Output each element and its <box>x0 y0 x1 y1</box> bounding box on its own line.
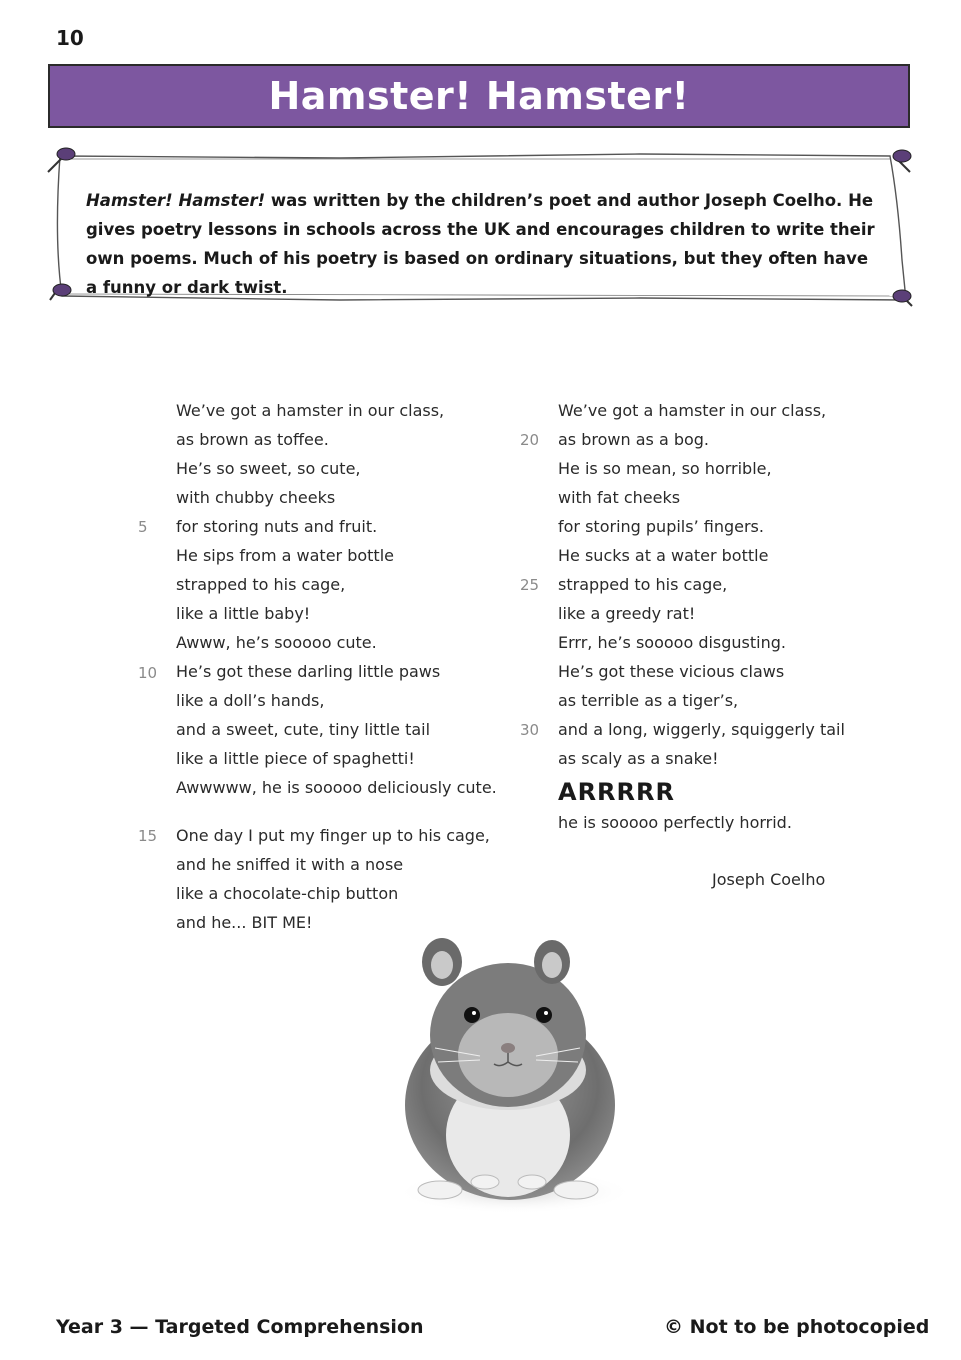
poem-line: like a greedy rat! <box>558 604 696 623</box>
poem-line: We’ve got a hamster in our class, <box>558 401 827 420</box>
poem-line: He is so mean, so horrible, <box>558 459 772 478</box>
poem-line: and he... BIT ME! <box>176 913 313 932</box>
poem-line: like a little baby! <box>176 604 311 623</box>
page-number: 10 <box>56 26 84 50</box>
poem-line: He’s so sweet, so cute, <box>176 459 361 478</box>
poem-line: for storing nuts and fruit. <box>176 517 378 536</box>
footer-copyright: © Not to be photocopied <box>664 1316 930 1338</box>
line-number: 30 <box>520 721 540 739</box>
line-number: 25 <box>520 576 540 594</box>
poem-line: He sucks at a water bottle <box>558 546 769 565</box>
poem-author: Joseph Coelho <box>712 870 826 889</box>
poem-line: One day I put my finger up to his cage, <box>176 826 490 845</box>
poem-line: like a doll’s hands, <box>176 691 325 710</box>
line-number: 20 <box>520 431 540 449</box>
line-number: 5 <box>138 518 148 536</box>
hamster-image <box>380 920 650 1220</box>
poem-line: like a little piece of spaghetti! <box>176 749 415 768</box>
page-title: Hamster! Hamster! <box>268 74 690 118</box>
poem-line: with fat cheeks <box>558 488 681 507</box>
intro-paragraph <box>86 186 876 302</box>
poem-line: strapped to his cage, <box>176 575 346 594</box>
poem-line: as brown as a bog. <box>558 430 710 449</box>
poem-line: as brown as toffee. <box>176 430 329 449</box>
poem-line: and a long, wiggerly, squiggerly tail <box>558 720 845 739</box>
pin-icon <box>50 284 71 300</box>
poem-line: strapped to his cage, <box>558 575 728 594</box>
poem-line: He sips from a water bottle <box>176 546 394 565</box>
pin-icon <box>893 290 912 306</box>
line-number: 10 <box>138 664 158 682</box>
poem-line: as terrible as a tiger’s, <box>558 691 739 710</box>
poem-line: and a sweet, cute, tiny little tail <box>176 720 431 739</box>
poem-line: he is sooooo perfectly horrid. <box>558 813 792 832</box>
poem-line: as scaly as a snake! <box>558 749 719 768</box>
poem-line: Errr, he’s sooooo disgusting. <box>558 633 786 652</box>
intro-poem-title: Hamster! Hamster! <box>86 191 266 210</box>
poem-line: for storing pupils’ fingers. <box>558 517 764 536</box>
poem-line: like a chocolate-chip button <box>176 884 399 903</box>
poem-line: We’ve got a hamster in our class, <box>176 401 445 420</box>
title-banner <box>48 64 910 128</box>
poem-line: Awww, he’s sooooo cute. <box>176 633 377 652</box>
poem-shout: ARRRRR <box>558 778 675 806</box>
poem-line: Awwwww, he is sooooo deliciously cute. <box>176 778 497 797</box>
poem-line: with chubby cheeks <box>176 488 336 507</box>
line-number: 15 <box>138 827 158 845</box>
pin-icon <box>893 150 911 172</box>
poem-line: He’s got these vicious claws <box>558 662 785 681</box>
intro-body: was written by the children’s poet and author Joseph Coelho. He gives poetry lessons in schools across the UK and encourages children to write their own poems. Much of his poetry is based on ordinary situations, but they often have a funny or dark twist. <box>86 191 875 297</box>
footer-series-title: Year 3 — Targeted Comprehension <box>56 1316 424 1338</box>
poem-line: and he sniffed it with a nose <box>176 855 404 874</box>
poem-line: He’s got these darling little paws <box>176 662 441 681</box>
